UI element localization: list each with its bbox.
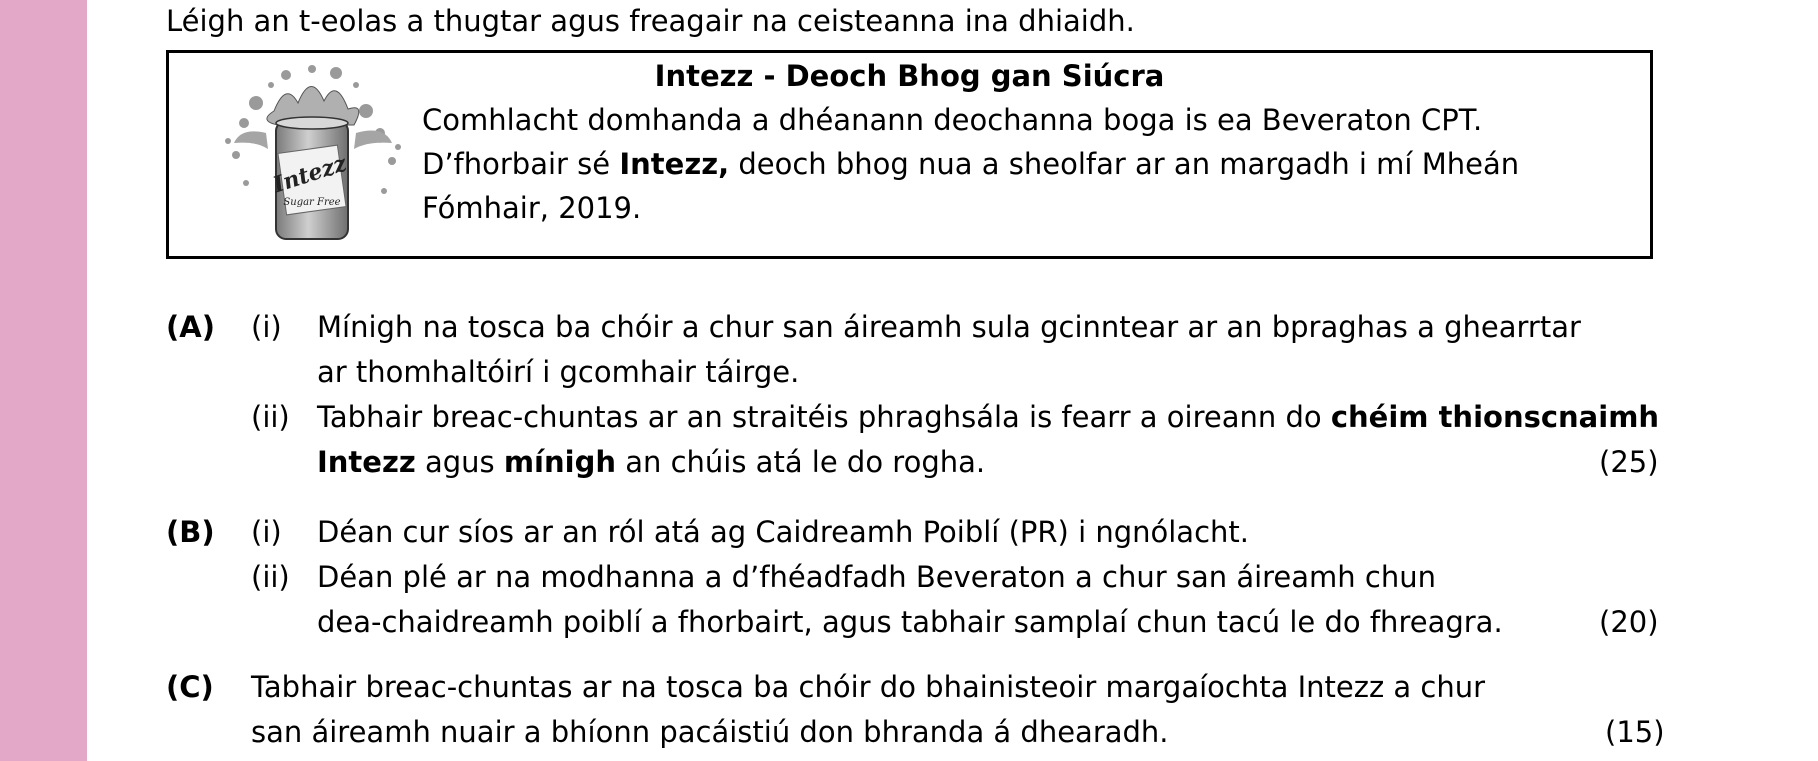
can-brand-text: Intezz: [269, 150, 350, 199]
question-a-ii-text-cont: Intezz agus mínigh an chúis atá le do rogha.: [317, 445, 986, 479]
question-b-ii-text-cont: dea-chaidreamh poiblí a fhorbairt, agus tabhair samplaí chun tacú le do fhreagra.: [317, 605, 1503, 639]
question-a-i-text: Mínigh na tosca ba chóir a chur san áireamh sula gcinntear ar an bpraghas a ghearrtar: [317, 310, 1581, 344]
instructions: Léigh an t-eolas a thugtar agus freagair na ceisteanna ina dhiaidh.: [166, 4, 1135, 38]
question-a-ii-label: (ii): [251, 400, 290, 434]
question-a-i-label: (i): [251, 310, 282, 344]
question-a-i-text-cont: ar thomhaltóirí i gcomhair táirge.: [317, 355, 800, 389]
question-c-text: Tabhair breac-chuntas ar na tosca ba chóir do bhainisteoir margaíochta Intezz a chur: [251, 670, 1486, 704]
question-b-label: (B): [166, 515, 215, 549]
question-a-ii-text: Tabhair breac-chuntas ar an straitéis phraghsála is fearr a oireann do chéim thionscnaimh: [317, 400, 1660, 434]
question-b-i-label: (i): [251, 515, 282, 549]
info-box-line-2: D’fhorbair sé Intezz, deoch bhog nua a sheolfar ar an margadh i mí Mheán: [422, 147, 1520, 181]
question-b-ii-label: (ii): [251, 560, 290, 594]
info-box-title: Intezz - Deoch Bhog gan Siúcra: [654, 59, 1165, 93]
margin-color-bar: [0, 0, 87, 761]
question-a-marks: (25): [1599, 445, 1659, 479]
can-tagline-text: Sugar Free: [283, 197, 341, 208]
info-box-line-1: Comhlacht domhanda a dhéanann deochanna boga is ea Beveraton CPT.: [422, 103, 1483, 137]
info-box-line-3: Fómhair, 2019.: [422, 191, 642, 225]
question-c-text-cont: san áireamh nuair a bhíonn pacáistiú don bhranda á dhearadh.: [251, 715, 1169, 749]
question-c-label: (C): [166, 670, 214, 704]
question-c-marks: (15): [1605, 715, 1665, 749]
question-b-i-text: Déan cur síos ar an ról atá ag Caidreamh Poiblí (PR) i ngnólacht.: [317, 515, 1249, 549]
question-b-marks: (20): [1599, 605, 1659, 639]
question-a-label: (A): [166, 310, 215, 344]
question-b-ii-text: Déan plé ar na modhanna a d’fhéadfadh Beveraton a chur san áireamh chun: [317, 560, 1436, 594]
info-box: [166, 50, 1653, 259]
